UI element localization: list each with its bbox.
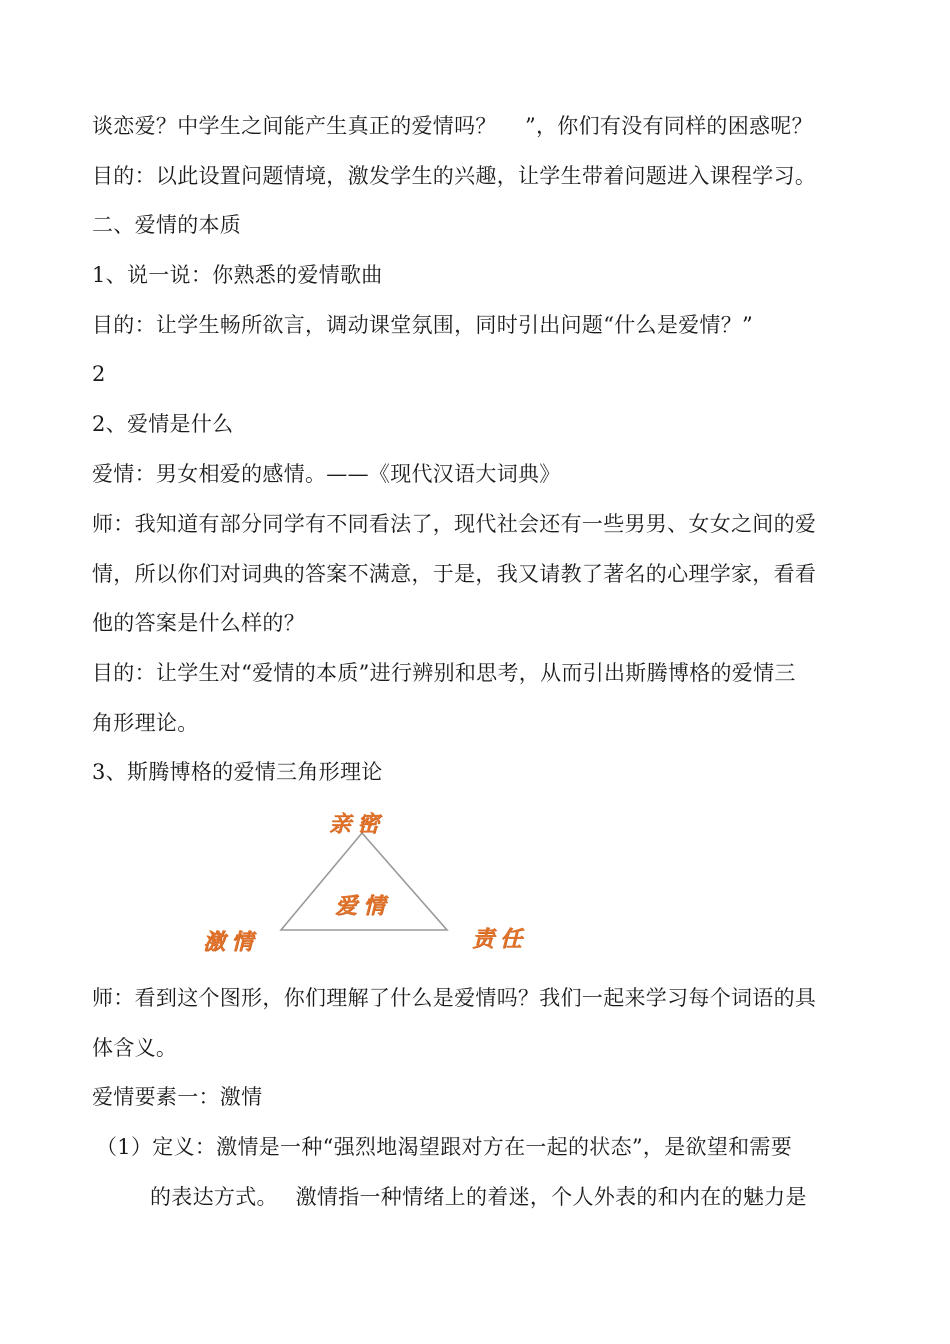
text-line: 体含义。 [92, 1036, 178, 1060]
text-line: 情，所以你们对词典的答案不满意，于是，我又请教了著名的心理学家，看看 [92, 562, 817, 586]
section-heading: 二、爱情的本质 [92, 213, 242, 237]
text-line: 师：我知道有部分同学有不同看法了，现代社会还有一些男男、女女之间的爱 [92, 512, 817, 536]
love-triangle-diagram [195, 795, 545, 960]
text-line: 角形理论。 [92, 711, 199, 735]
text-line: 目的：让学生畅所欲言，调动课堂氛围，同时引出问题“什么是爱情？” [92, 313, 754, 337]
text-line: 目的：以此设置问题情境，激发学生的兴趣，让学生带着问题进入课程学习。 [92, 164, 817, 188]
subsection-heading: 2、爱情是什么 [92, 412, 234, 436]
text-line: 爱情：男女相爱的感情。——《现代汉语大词典》 [92, 462, 561, 486]
label-intimacy: 亲密 [329, 812, 386, 837]
subsection-heading: 爱情要素一：激情 [92, 1085, 263, 1109]
label-passion: 激情 [203, 930, 260, 955]
definition-line: 的表达方式。 激情指一种情绪上的着迷，个人外表的和内在的魅力是 [150, 1185, 807, 1209]
text-line: 他的答案是什么样的？ [92, 611, 305, 635]
subsection-heading: 3、斯腾博格的爱情三角形理论 [92, 760, 383, 784]
text-line: 师：看到这个图形，你们理解了什么是爱情吗？我们一起来学习每个词语的具 [92, 986, 817, 1010]
text-line: 谈恋爱？中学生之间能产生真正的爱情吗？ ”，你们有没有同样的困惑呢？ [92, 114, 813, 138]
label-commitment: 责任 [472, 927, 529, 952]
definition-line: （1）定义：激情是一种“强烈地渴望跟对方在一起的状态”，是欲望和需要 [96, 1135, 793, 1159]
text-line: 目的：让学生对“爱情的本质”进行辨别和思考，从而引出斯腾博格的爱情三 [92, 661, 796, 685]
subsection-heading: 1、说一说：你熟悉的爱情歌曲 [92, 263, 383, 287]
page-number: 2 [92, 362, 106, 386]
label-love: 爱情 [335, 894, 392, 919]
